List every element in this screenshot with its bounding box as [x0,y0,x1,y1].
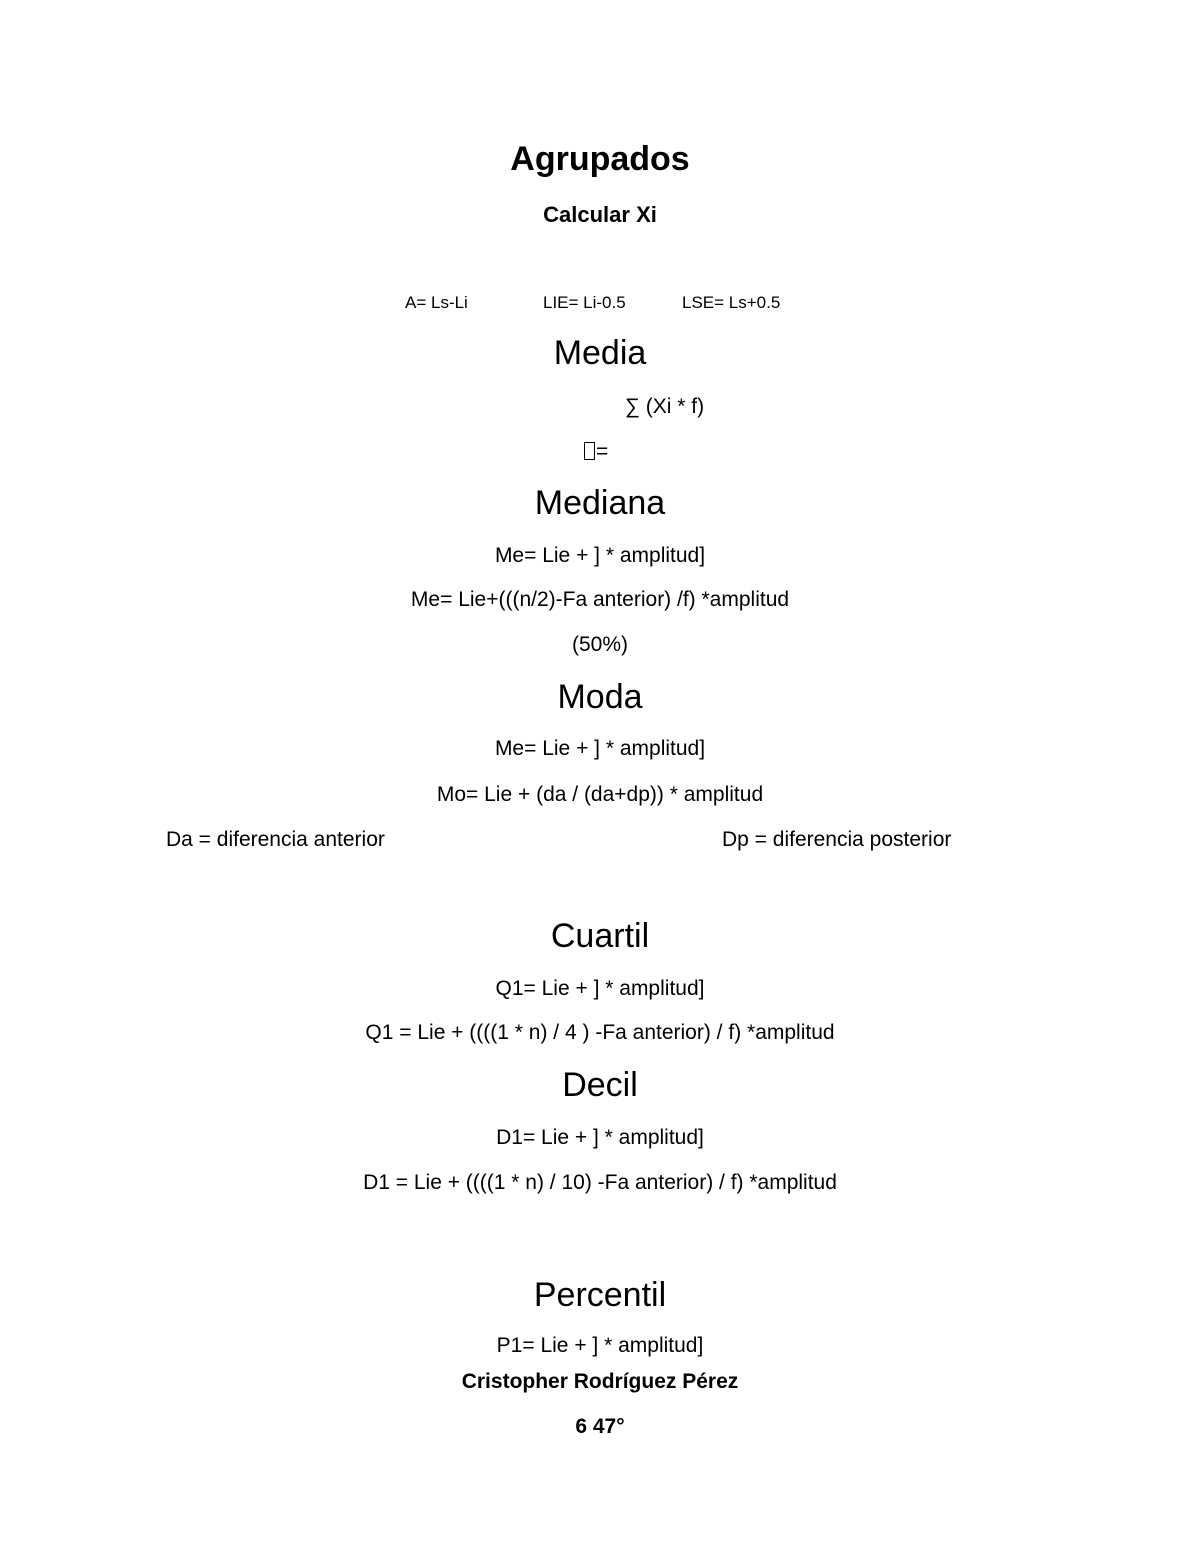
moda-dp-definition: Dp = diferencia posterior [722,828,952,851]
heading-cuartil: Cuartil [550,917,650,955]
decil-formula: D1 = Lie + ((((1 * n) / 10) -Fa anterior) / f) *amplitud [363,1171,837,1194]
moda-formula-general: Me= Lie + ] * amplitud] [494,737,706,760]
cuartil-formula: Q1 = Lie + ((((1 * n) / 4 ) -Fa anterior) / f) *amplitud [365,1021,835,1044]
heading-mediana: Mediana [534,484,666,522]
moda-formula: Mo= Lie + (da / (da+dp)) * amplitud [436,783,764,806]
definition-amplitude: A= Ls-Li [405,293,468,312]
page-title: Agrupados [510,140,690,178]
page-subtitle: Calcular Xi [543,202,657,227]
missing-glyph-icon [584,442,595,460]
definition-lie: LIE= Li-0.5 [543,293,626,312]
author-name: Cristopher Rodríguez Pérez [461,1370,739,1393]
heading-decil: Decil [562,1066,638,1104]
media-lhs-equals: = [596,440,609,463]
decil-formula-general: D1= Lie + ] * amplitud] [496,1126,704,1149]
heading-moda: Moda [557,678,643,716]
mediana-formula: Me= Lie+(((n/2)-Fa anterior) /f) *amplitud [410,588,790,611]
heading-percentil: Percentil [533,1276,667,1314]
media-numerator: ∑ (Xi * f) [625,395,705,418]
mediana-percent: (50%) [571,633,629,656]
author-group: 6 47° [575,1415,625,1438]
cuartil-formula-general: Q1= Lie + ] * amplitud] [495,977,705,1000]
definition-lse: LSE= Ls+0.5 [682,293,781,312]
percentil-formula-general: P1= Lie + ] * amplitud] [496,1334,704,1357]
moda-da-definition: Da = diferencia anterior [166,828,385,851]
media-lhs [584,441,608,462]
heading-media: Media [553,334,647,372]
mediana-formula-general: Me= Lie + ] * amplitud] [494,544,706,567]
